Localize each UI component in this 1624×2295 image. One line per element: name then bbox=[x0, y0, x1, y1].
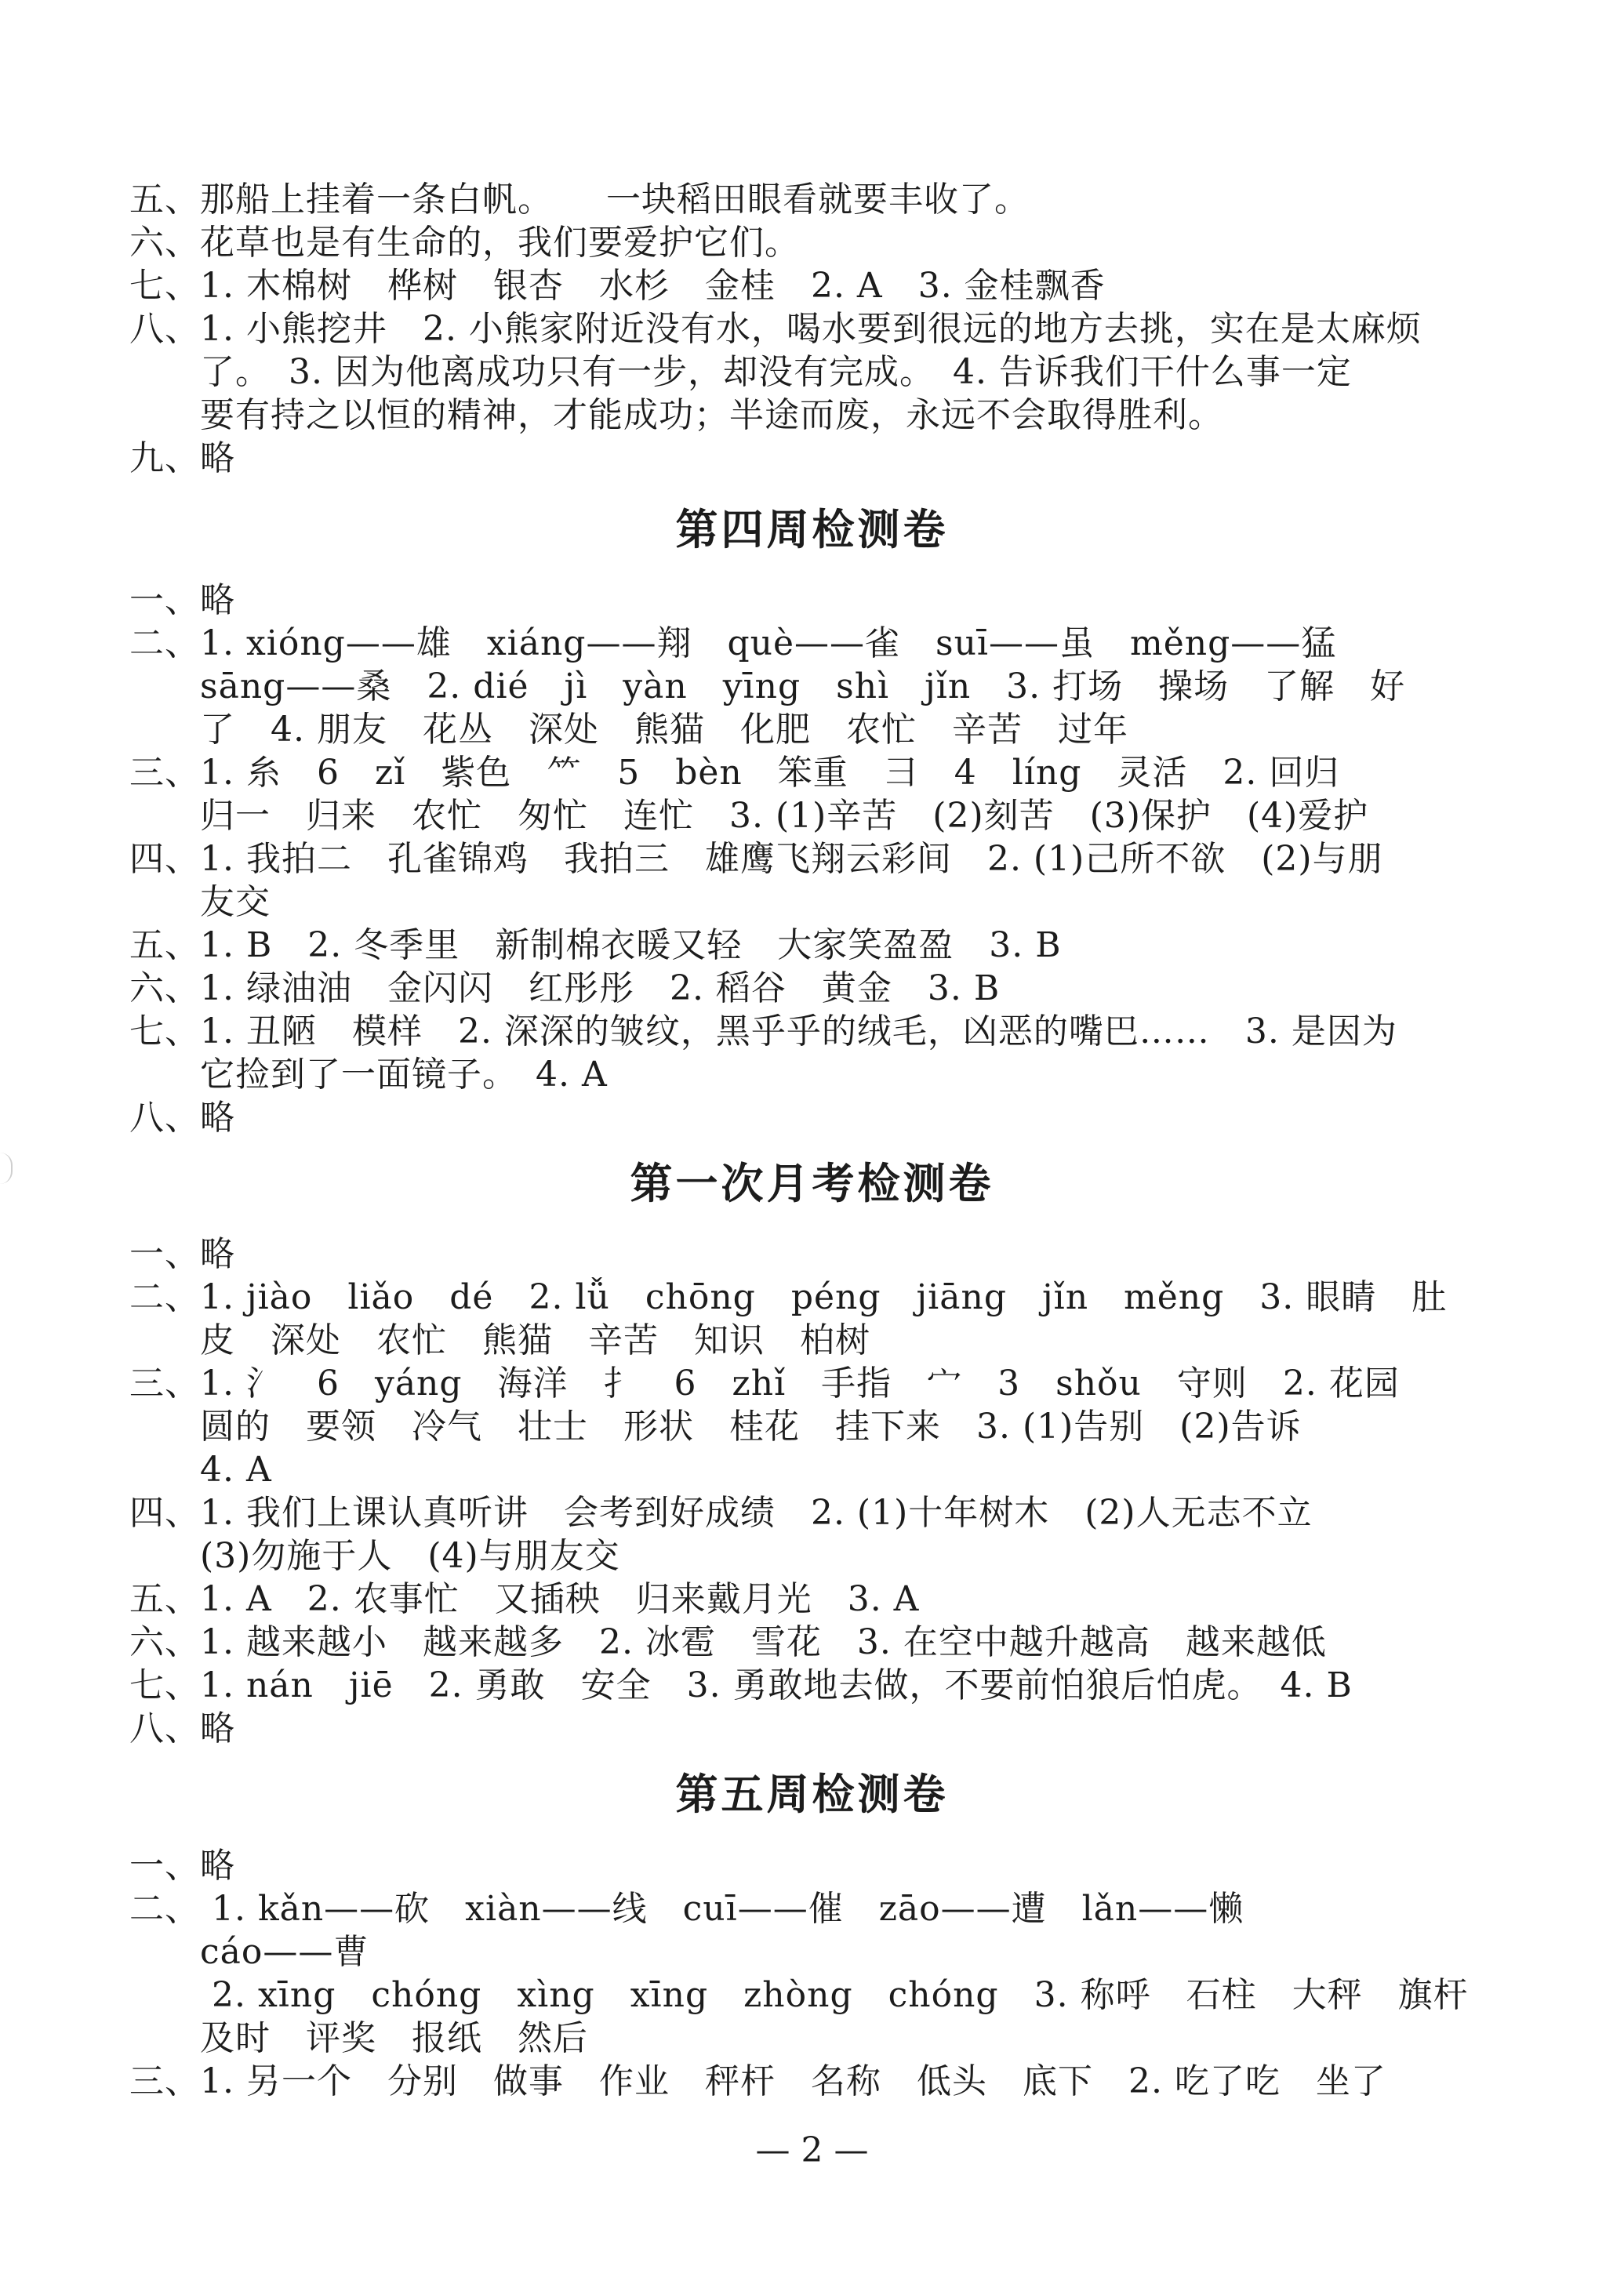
answer-line: 一、略 bbox=[129, 1846, 235, 1886]
answer-line-continued: 2. xīng chóng xìng xīng zhòng chóng 3. 称呼 石柱 大秤 旗杆 bbox=[212, 1975, 1469, 2015]
answer-line: 六、1. 越来越小 越来越多 2. 冰雹 雪花 3. 在空中越升越高 越来越低 bbox=[129, 1622, 1327, 1662]
answer-line: 八、略 bbox=[129, 1709, 235, 1748]
answer-line-continued: 圆的 要领 冷气 壮士 形状 桂花 挂下来 3. (1)告别 (2)告诉 bbox=[200, 1407, 1302, 1447]
section-title: 第一次月考检测卷 bbox=[630, 1158, 994, 1208]
answer-line: 四、1. 我拍二 孔雀锦鸡 我拍三 雄鹰飞翔云彩间 2. (1)己所不欲 (2)与朋 bbox=[129, 839, 1383, 879]
answer-line: 八、略 bbox=[129, 1098, 235, 1138]
answer-line: 三、1. 氵 6 yáng 海洋 扌 6 zhǐ 手指 宀 3 shǒu 守则 2. 花园 bbox=[129, 1364, 1400, 1404]
page-number: — 2 — bbox=[755, 2130, 869, 2170]
answer-line-continued: cáo——曹 bbox=[200, 1932, 369, 1972]
answer-line-continued: sāng——桑 2. dié jì yàn yīng shì jǐn 3. 打场 操场 了解 好 bbox=[200, 666, 1406, 706]
answer-line: 六、1. 绿油油 金闪闪 红彤彤 2. 稻谷 黄金 3. B bbox=[129, 968, 1001, 1008]
answer-line-continued: (3)勿施于人 (4)与朋友交 bbox=[200, 1536, 620, 1576]
answer-line: 一、略 bbox=[129, 1234, 235, 1274]
answer-line-continued: 了。 3. 因为他离成功只有一步，却没有完成。 4. 告诉我们干什么事一定 bbox=[200, 352, 1352, 392]
answer-line-continued: 友交 bbox=[200, 882, 271, 922]
answer-line: 四、1. 我们上课认真听讲 会考到好成绩 2. (1)十年树木 (2)人无志不立 bbox=[129, 1493, 1313, 1533]
answer-line: 三、1. 另一个 分别 做事 作业 秤杆 名称 低头 底下 2. 吃了吃 坐了 bbox=[129, 2061, 1386, 2101]
section-title: 第五周检测卷 bbox=[675, 1769, 949, 1819]
answer-line-continued: 归一 归来 农忙 匆忙 连忙 3. (1)辛苦 (2)刻苦 (3)保护 (4)爱护 bbox=[200, 796, 1369, 836]
answer-line: 七、1. 丑陋 模样 2. 深深的皱纹，黑乎乎的绒毛，凶恶的嘴巴…… 3. 是因为 bbox=[129, 1011, 1397, 1051]
answer-line-continued: 了 4. 朋友 花丛 深处 熊猫 化肥 农忙 辛苦 过年 bbox=[200, 710, 1128, 750]
answer-line-continued: 4. A bbox=[200, 1450, 272, 1490]
answer-line: 七、1. 木棉树 桦树 银杏 水杉 金桂 2. A 3. 金桂飘香 bbox=[129, 266, 1106, 306]
answer-line-continued: 皮 深处 农忙 熊猫 辛苦 知识 柏树 bbox=[200, 1320, 870, 1360]
answer-line: 五、1. B 2. 冬季里 新制棉衣暖又轻 大家笑盈盈 3. B bbox=[129, 925, 1062, 965]
answer-line: 二、1. xióng——雄 xiáng——翔 què——雀 suī——虽 měng——猛 bbox=[129, 623, 1337, 663]
answer-line: 二、1. jiào liǎo dé 2. lǚ chōng péng jiāng jǐn měng 3. 眼睛 肚 bbox=[129, 1277, 1448, 1317]
answer-line: 七、1. nán jiē 2. 勇敢 安全 3. 勇敢地去做，不要前怕狼后怕虎。 4. B bbox=[129, 1665, 1353, 1705]
answer-line-continued: 它捡到了一面镜子。 4. A bbox=[200, 1055, 608, 1095]
answer-line: 一、略 bbox=[129, 580, 235, 620]
answer-line: 六、花草也是有生命的，我们要爱护它们。 bbox=[129, 223, 800, 263]
answer-line: 五、1. A 2. 农事忙 又插秧 归来戴月光 3. A bbox=[129, 1579, 920, 1619]
answer-line: 三、1. 糸 6 zǐ 紫色 ⺮ 5 bèn 笨重 彐 4 líng 灵活 2. 回归 bbox=[129, 753, 1340, 793]
answer-line-continued: 及时 评奖 报纸 然后 bbox=[200, 2018, 588, 2058]
answer-line: 八、1. 小熊挖井 2. 小熊家附近没有水，喝水要到很远的地方去挑，实在是太麻烦 bbox=[129, 309, 1422, 349]
answer-line: 二、 1. kǎn——砍 xiàn——线 cuī——催 zāo——遭 lǎn——懒 bbox=[129, 1889, 1244, 1929]
answer-line-continued: 要有持之以恒的精神，才能成功；半途而废，永远不会取得胜利。 bbox=[200, 395, 1223, 435]
section-title: 第四周检测卷 bbox=[675, 504, 949, 554]
answer-line: 五、那船上挂着一条白帆。 一块稻田眼看就要丰收了。 bbox=[129, 180, 1030, 220]
answer-line: 九、略 bbox=[129, 438, 235, 478]
